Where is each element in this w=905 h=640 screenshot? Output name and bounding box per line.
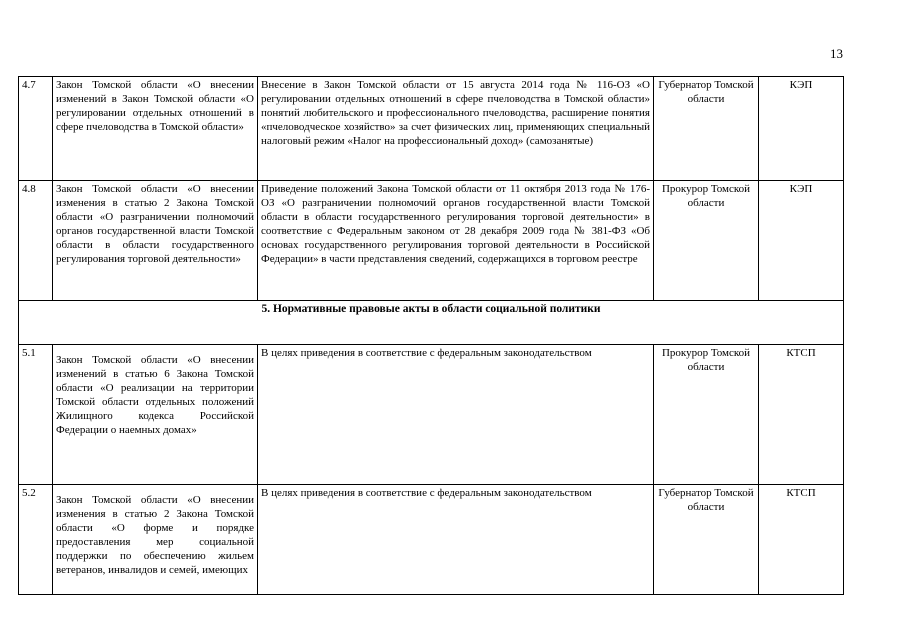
act-name: Закон Томской области «О внесении изменения в статью 2 Закона Томской области «О форме и порядке предоставления мер социальной поддержки по обеспечению жильем ветеранов, инвалидов и семей, имеющих bbox=[53, 485, 258, 595]
table-row bbox=[19, 485, 844, 595]
page-number: 13 bbox=[830, 46, 843, 61]
row-number: 4.8 bbox=[19, 181, 53, 301]
act-name: Закон Томской области «О внесении изменения в статью 2 Закона Томской области «О разграничении полномочий органов государственной власти Томской области в области государственного регулирования торговой деятельности» bbox=[53, 181, 258, 301]
section-row bbox=[19, 301, 844, 345]
row-number: 4.7 bbox=[19, 77, 53, 181]
act-name: Закон Томской области «О внесении изменений в Закон Томской области «О регулировании отдельных отношений в сфере пчеловодства в Томской области» bbox=[53, 77, 258, 181]
act-committee: КТСП bbox=[759, 485, 844, 595]
plan-table bbox=[18, 76, 844, 595]
table-row bbox=[19, 181, 844, 301]
act-rationale: Внесение в Закон Томской области от 15 августа 2014 года № 116-ОЗ «О регулировании отдельных отношений в сфере пчеловодства в Томской области» понятий любительского и профессионального пчеловодства, расширение понятия «пчеловодческое хозяйство» за счет физических лиц, применяющих специальный налоговый режим «Налог на профессиональный доход» (самозанятые) bbox=[258, 77, 654, 181]
act-rationale: Приведение положений Закона Томской области от 11 октября 2013 года № 176-ОЗ «О разграничении полномочий органов государственной власти Томской области в области государственного регулирования торговой деятельности» в соответствие с Федеральным законом от 28 декабря 2009 года № 381-ФЗ «Об основах государственного регулирования торговой деятельности в Российской Федерации» в части представления сведений, содержащихся в торговом реестре bbox=[258, 181, 654, 301]
act-committee: КЭП bbox=[759, 77, 844, 181]
act-rationale: В целях приведения в соответствие с федеральным законодательством bbox=[258, 345, 654, 485]
table-row bbox=[19, 77, 844, 181]
act-initiator: Прокурор Томской области bbox=[654, 181, 759, 301]
row-number: 5.1 bbox=[19, 345, 53, 485]
act-rationale: В целях приведения в соответствие с федеральным законодательством bbox=[258, 485, 654, 595]
act-committee: КЭП bbox=[759, 181, 844, 301]
section-title: 5. Нормативные правовые акты в области социальной политики bbox=[19, 301, 844, 345]
act-initiator: Прокурор Томской области bbox=[654, 345, 759, 485]
act-name: Закон Томской области «О внесении изменений в статью 6 Закона Томской области «О реализации на территории Томской области отдельных положений Жилищного кодекса Российской Федерации о наемных домах» bbox=[53, 345, 258, 485]
act-committee: КТСП bbox=[759, 345, 844, 485]
table-row bbox=[19, 345, 844, 485]
act-initiator: Губернатор Томской области bbox=[654, 77, 759, 181]
act-initiator: Губернатор Томской области bbox=[654, 485, 759, 595]
row-number: 5.2 bbox=[19, 485, 53, 595]
